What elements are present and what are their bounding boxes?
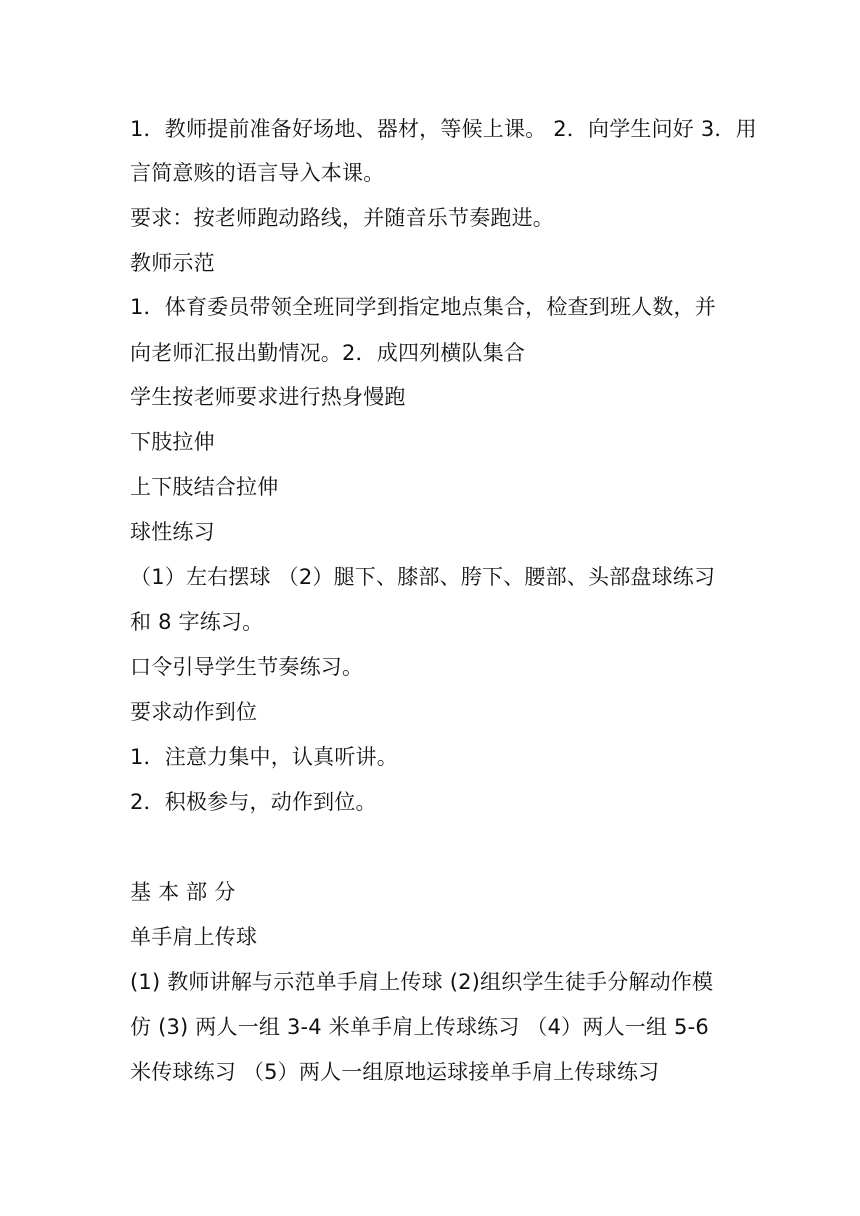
text-line: 向老师汇报出勤情况。2．成四列横队集合 [130, 341, 526, 365]
text-line: 单手肩上传球 [130, 925, 258, 949]
text-line: 下肢拉伸 [130, 430, 215, 454]
text-line: 米传球练习 （5）两人一组原地运球接单手肩上传球练习 [130, 1060, 660, 1084]
text-line: 上下肢结合拉伸 [130, 475, 279, 499]
text-line: 2．积极参与，动作到位。 [130, 790, 377, 814]
text-line: 教师示范 [130, 251, 215, 275]
text-line: 仿 (3) 两人一组 3-4 米单手肩上传球练习 （4）两人一组 5-6 [130, 1015, 709, 1039]
text-line: 学生按老师要求进行热身慢跑 [130, 385, 406, 409]
text-line: 要求动作到位 [130, 700, 258, 724]
text-line: 球性练习 [130, 520, 215, 544]
text-line: 1．教师提前准备好场地、器材，等候上课。 2．向学生问好 3．用 [130, 117, 757, 141]
text-line: 言简意赅的语言导入本课。 [130, 161, 385, 185]
text-line: 和 8 字练习。 [130, 610, 264, 634]
text-line: 1．体育委员带领全班同学到指定地点集合，检查到班人数，并 [130, 295, 716, 319]
text-line: 1．注意力集中，认真听讲。 [130, 745, 398, 769]
text-line: （1）左右摆球 （2）腿下、膝部、胯下、腰部、头部盘球练习 [130, 565, 716, 589]
text-line: 要求：按老师跑动路线，并随音乐节奏跑进。 [130, 206, 554, 230]
section-heading: 基 本 部 分 [130, 880, 236, 904]
text-line: 口令引导学生节奏练习。 [130, 655, 364, 679]
text-line: (1) 教师讲解与示范单手肩上传球 (2)组织学生徒手分解动作模 [130, 970, 714, 994]
